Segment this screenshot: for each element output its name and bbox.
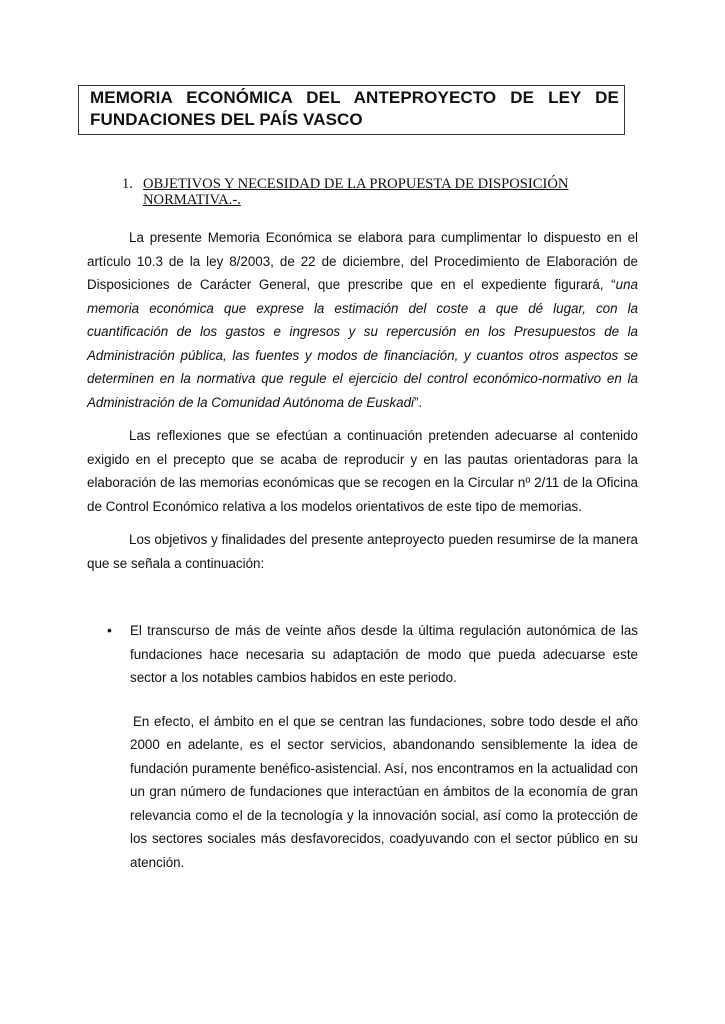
paragraph-objetivos: Los objetivos y finalidades del presente anteproyecto pueden resumirse de la manera que se señala a continuación: (87, 532, 638, 571)
document-body (87, 226, 638, 585)
section-heading (122, 176, 572, 208)
section-title: OBJETIVOS Y NECESIDAD DE LA PROPUESTA DE DISPOSICIÓN NORMATIVA.-. (143, 176, 569, 208)
document-title: MEMORIA ECONÓMICA DEL ANTEPROYECTO DE LEY DE FUNDACIONES DEL PAÍS VASCO (90, 88, 619, 129)
bullet-continuation: En efecto, el ámbito en el que se centran las fundaciones, sobre todo desde el año 2000 en adelante, es el sector servicios, abandonando sensiblemente la idea de fundación puramente benéfico-asistencial. Así, nos encontramos en la actualidad con un gran número de fundaciones que interactúan en ámbitos de la economía de gran relevancia como el de la tecnología y la innovación social, así como la protección de los sectores sociales más desfavorecidos, coadyuvando con el sector público en su atención. (130, 713, 638, 870)
bullet-content (130, 619, 638, 874)
document-title-box (78, 85, 625, 135)
section-number: 1. (122, 176, 133, 192)
bullet-list-item (107, 619, 638, 894)
intro-quote: una memoria económica que exprese la estimación del coste a que dé lugar, con la cuantificación de los gastos e ingresos y su repercusión en los Presupuestos de la Administración pública, las fuentes y modos de financiación, y cuantos otros aspectos se determinen en la normativa que regule el ejercicio del control económico-normativo en la Administración de la Comunidad Autónoma de Euskadi (87, 277, 638, 410)
bullet-icon: • (107, 622, 112, 638)
paragraph-intro (87, 226, 638, 414)
bullet-text: El transcurso de más de veinte años desde la última regulación autonómica de las fundaciones hace necesaria su adaptación de modo que pueda adecuarse este sector a los notables cambios habidos en este periodo. (130, 623, 638, 685)
paragraph-reflexiones: Las reflexiones que se efectúan a continuación pretenden adecuarse al contenido exigido en el precepto que se acaba de reproducir y en las pautas orientadoras para la elaboración de las memorias económicas que se recogen en la Circular nº 2/11 de la Oficina de Control Económico relativa a los modelos orientativos de este tipo de memorias. (87, 428, 638, 514)
intro-text: La presente Memoria Económica se elabora para cumplimentar lo dispuesto en el artículo 10.3 de la ley 8/2003, de 22 de diciembre, del Procedimiento de Elaboración de Disposiciones de Carácter General, que prescribe que en el expediente figurará, “ (87, 230, 638, 292)
intro-end: ”. (414, 394, 423, 410)
